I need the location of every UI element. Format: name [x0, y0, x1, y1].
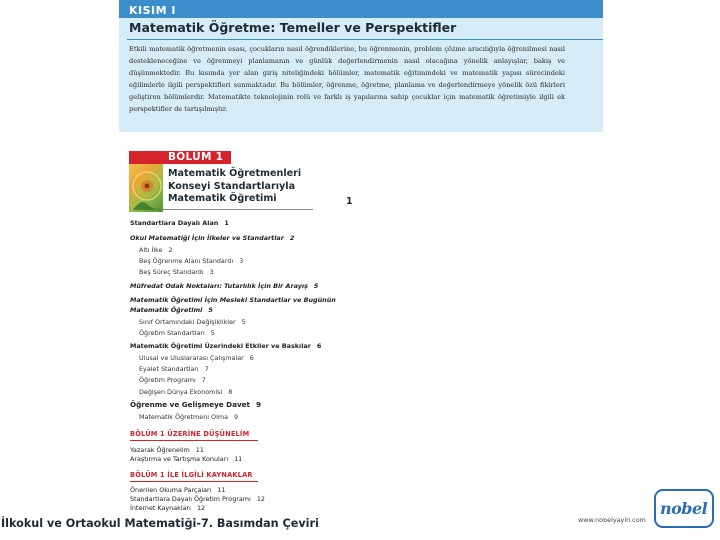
toc-entry: Matematik Öğretimi 5 — [130, 306, 213, 314]
part-title-rule — [127, 39, 603, 40]
resources-heading: BÖLÜM 1 İLE İLGİLİ KAYNAKLAR — [130, 471, 253, 479]
toc-entry: Okul Matematiği İçin İlkeler ve Standartlar 2 — [130, 234, 295, 242]
chapter-title-rule — [163, 209, 313, 210]
resources-heading-rule — [130, 481, 258, 482]
chapter-label: BÖLÜM 1 — [168, 151, 224, 163]
toc-entry: Matematik Öğretimi Üzerindeki Etkiler ve Baskılar 6 — [130, 342, 322, 350]
part-label-bar — [119, 0, 603, 18]
toc-entry: Beş Süreç Standardı 3 — [139, 268, 214, 276]
spiral-flower-icon — [129, 164, 163, 212]
resources-item: İnternet Kaynakları 12 — [130, 504, 206, 512]
publisher-logo — [654, 489, 714, 528]
part-label: KISIM I — [129, 4, 177, 17]
toc-entry: Matematik Öğretmeni Olma 9 — [139, 413, 239, 421]
reflect-heading-rule — [130, 440, 258, 441]
part-title: Matematik Öğretme: Temeller ve Perspektifler — [129, 20, 457, 35]
toc-entry: Değişen Dünya Ekonomisi 8 — [139, 388, 233, 396]
reflect-heading: BÖLÜM 1 ÜZERİNE DÜŞÜNELİM — [130, 430, 250, 438]
toc-entry: Standartlara Dayalı Alan 1 — [130, 219, 229, 227]
resources-item: Önerilen Okuma Parçaları 11 — [130, 486, 226, 494]
part-intro-text: Etkili matematik öğretmenin esası, çocukların nasıl öğrendiklerine, bu öğrenmenin, problem çözme aracılığıyla öğrenilmesi nasıl destekleneceğine ve öğrenmeyi planlamanın ve günlük değerlendirmenin nasıl olacağına yönelik anlayışlar, bakış ve düşünmektedir. Bu kısımda yer alan giriş niteliğindeki bölümler, matematik eğitimindeki ve matematik yapısı sürecindeki eğilimlerle ilgili perspektifleri sunmaktadır. Bu bölümler, öğrenme, öğretme, planlama ve değerlendirmeye yönelik özü fikirleri geliştiren bölümlerdir. Matematikte teknolojinin rolü ve farklı iş yapılarına sahip çocuklar için matematik öğretimiyle ilgili ek perspektifler de tartışılmıştır. — [129, 45, 565, 113]
toc-entry: Beş Öğrenme Alanı Standardı 3 — [139, 257, 244, 265]
chapter-title — [168, 168, 301, 206]
chapter-page-number: 1 — [346, 196, 353, 207]
part-header — [119, 0, 603, 132]
toc-entry: Müfredat Odak Noktaları: Tutarlılık İçin Bir Arayış 5 — [130, 282, 319, 290]
toc-entry: Altı İlke 2 — [139, 246, 173, 254]
reflect-item: Araştırma ve Tartışma Konuları 11 — [130, 455, 243, 463]
chapter-thumbnail-image — [129, 164, 163, 212]
toc-entry: Ulusal ve Uluslararası Çalışmalar 6 — [139, 354, 254, 362]
book-title-footer: İlkokul ve Ortaokul Matematiği-7. Basımdan Çeviri — [1, 517, 319, 530]
toc-entry: Eyalet Standartları 7 — [139, 365, 209, 373]
chapter-title-line-1: Matematik Öğretmenleri — [168, 168, 302, 179]
toc-entry: Sınıf Ortamındaki Değişiklikler 5 — [139, 318, 246, 326]
toc-entry: Öğretim Programı 7 — [139, 376, 206, 384]
publisher-url[interactable]: www.nobelyayin.com — [578, 516, 646, 524]
toc-entry: Öğretim Standartları 5 — [139, 329, 215, 337]
resources-item: Standartlara Dayalı Öğretim Programı 12 — [130, 495, 265, 503]
toc-entry: Matematik Öğretimi İçin Mesleki Standartlar ve Bugünün — [130, 296, 336, 304]
publisher-logo-text: nobel — [660, 499, 708, 518]
chapter-title-line-2: Konseyi Standartlarıyla — [168, 180, 296, 192]
chapter-title-line-3: Matematik Öğretimi — [168, 193, 277, 205]
toc-entry: Öğrenme ve Gelişmeye Davet 9 — [130, 400, 261, 409]
reflect-item: Yazarak Öğrenelim 11 — [130, 446, 204, 454]
